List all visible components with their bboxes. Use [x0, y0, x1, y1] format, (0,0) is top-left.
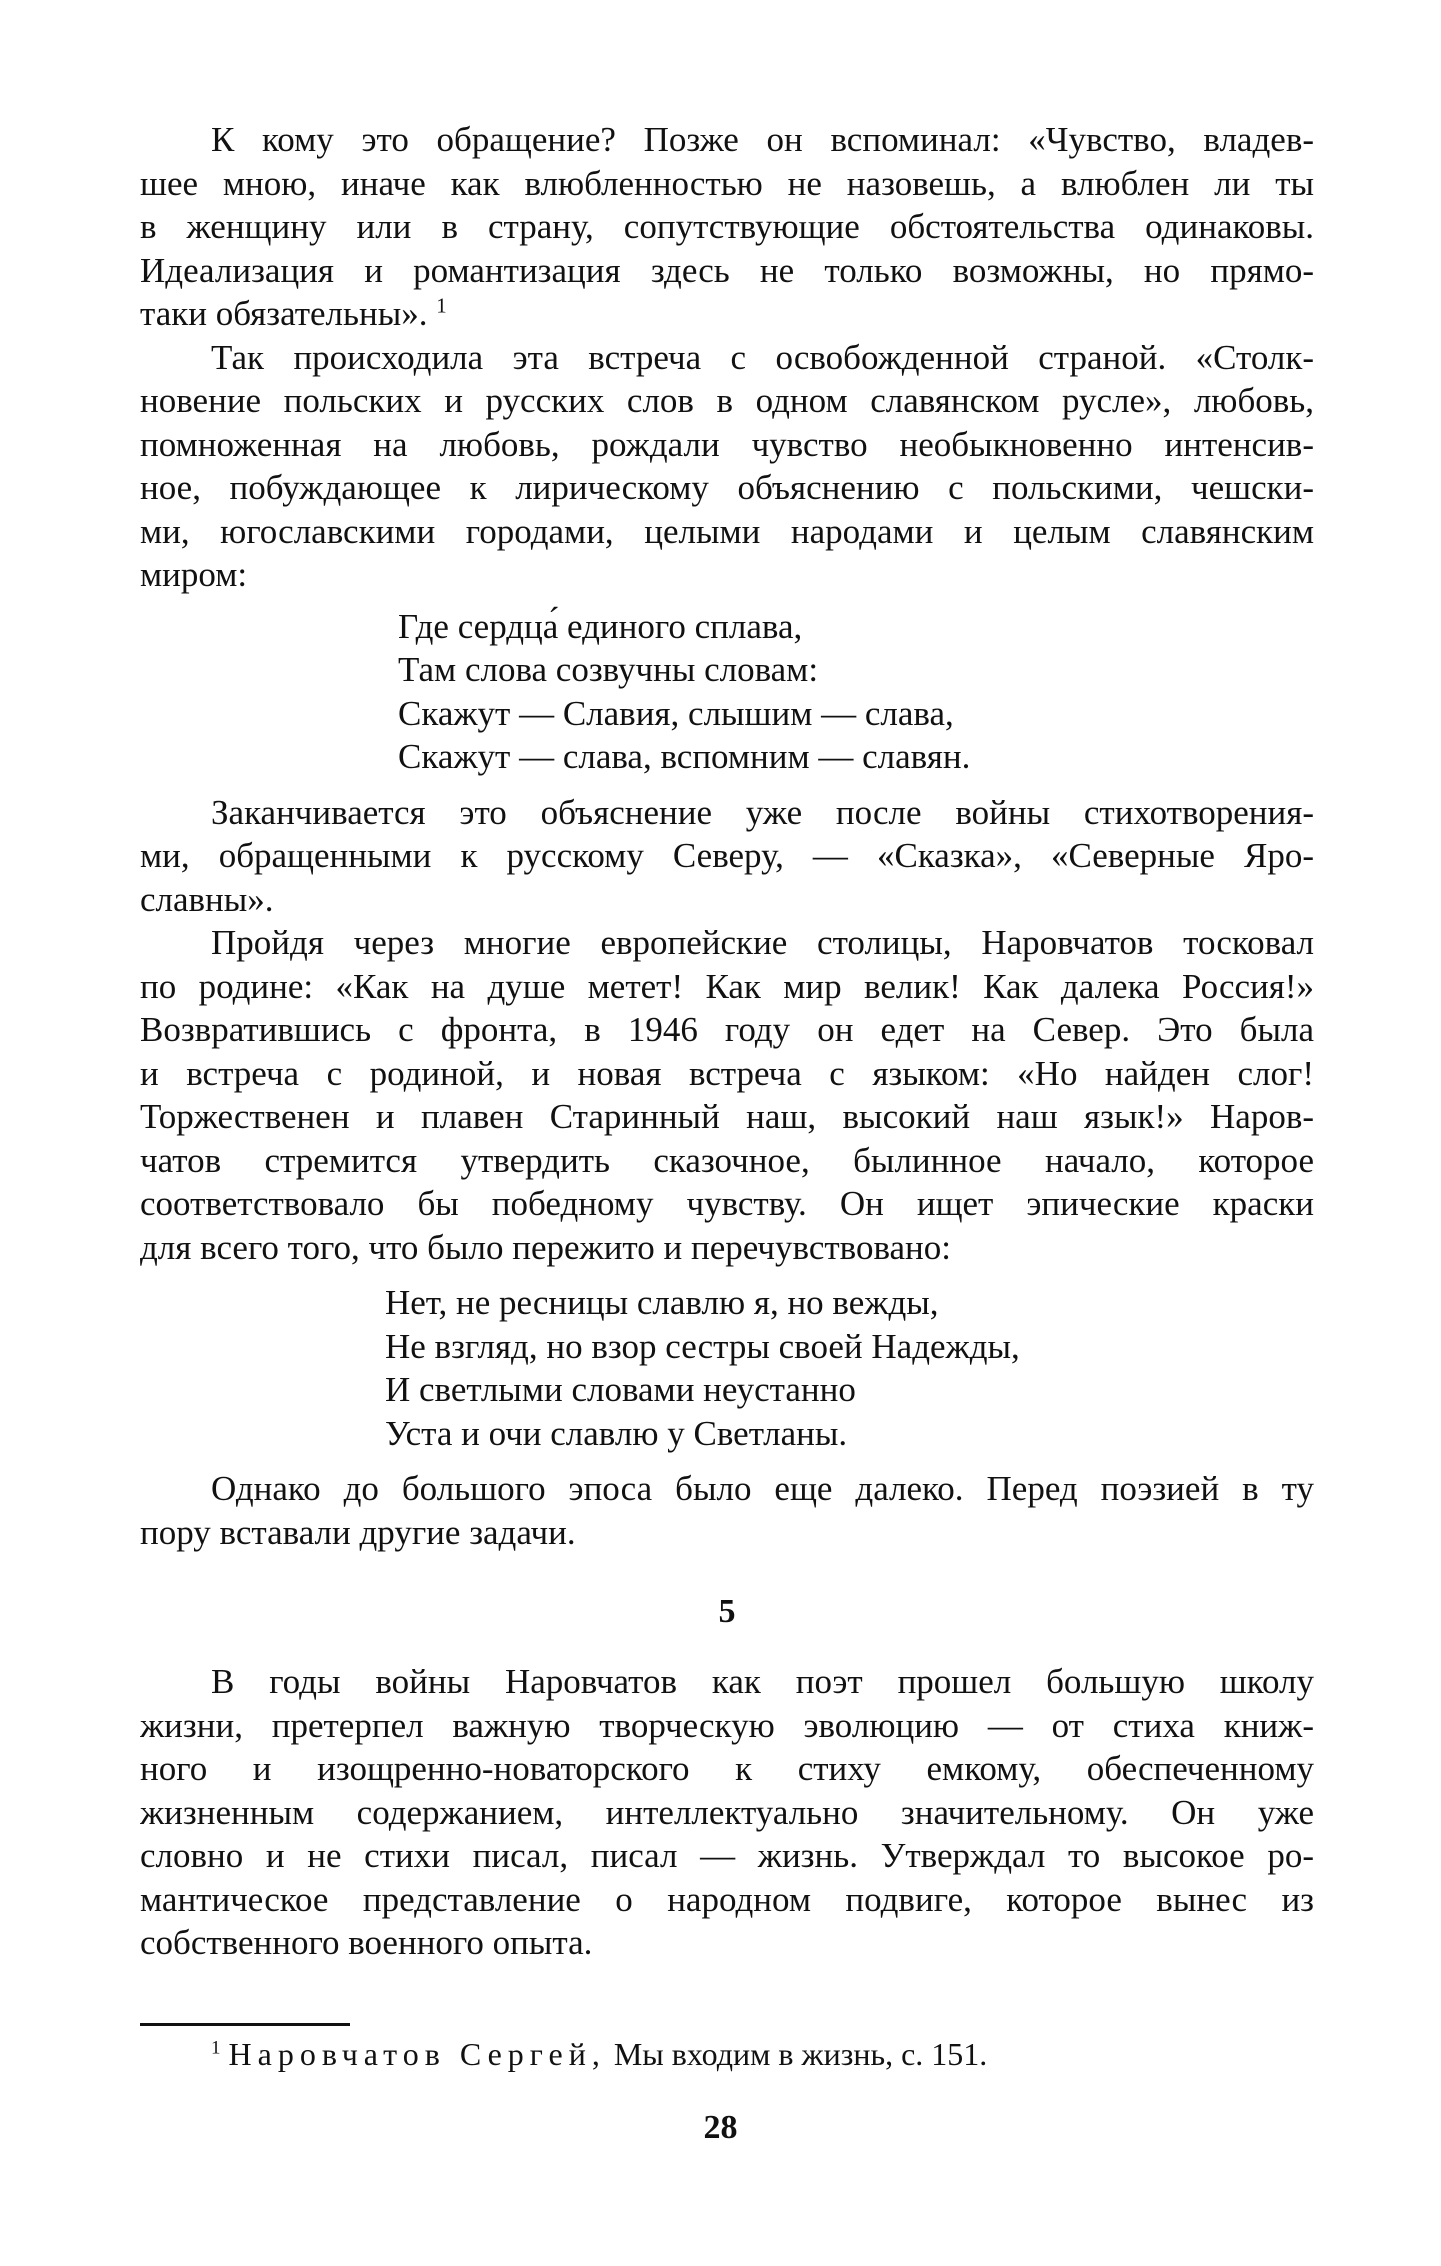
- footnote-author: Наровчатов Сергей,: [228, 2036, 606, 2072]
- text-line: жизненным содержанием, интеллектуально значительному. Он уже: [140, 1792, 1314, 1832]
- verse-line: Скажут — слава, вспомним — славян.: [398, 737, 971, 776]
- footnote-text: Мы входим в жизнь, с. 151.: [613, 2036, 988, 2072]
- paragraph-4: [140, 921, 1314, 1269]
- text-line: пору вставали другие задачи.: [140, 1512, 576, 1552]
- text-line: Возвратившись с фронта, в 1946 году он едет на Север. Это была: [140, 1010, 1314, 1049]
- verse-quote-2: [385, 1281, 1314, 1455]
- text-line: мантическое представление о народном подвиге, которое вынес из: [140, 1879, 1314, 1919]
- footnote: [211, 2034, 987, 2074]
- text-line: Пройдя через многие европейские столицы, Наровчатов тосковал: [211, 923, 1314, 962]
- verse-line: Там слова созвучны словам:: [398, 650, 819, 689]
- text-line: Торжественен и плавен Старинный наш, высокий наш язык!» Наров-: [140, 1097, 1314, 1136]
- text-line: славны».: [140, 879, 274, 919]
- text-line: К кому это обращение? Позже он вспоминал: «Чувство, владев-: [211, 120, 1314, 159]
- text-line: ми, обращенными к русскому Северу, — «Сказка», «Северные Яро-: [140, 836, 1314, 875]
- text-line: В годы войны Наровчатов как поэт прошел большую школу: [211, 1662, 1314, 1701]
- paragraph-5: [140, 1467, 1314, 1554]
- text-line: по родине: «Как на душе метет! Как мир велик! Как далека Россия!»: [140, 966, 1314, 1006]
- text-line: Заканчивается это объяснение уже после войны стихотворения-: [211, 792, 1314, 832]
- text-line: Так происходила эта встреча с освобожденной страной. «Столк-: [211, 337, 1314, 377]
- text-line: ное, побуждающее к лирическому объяснению с польскими, чешски-: [140, 468, 1314, 507]
- text-line: Идеализация и романтизация здесь не только возможны, но прямо-: [140, 250, 1314, 290]
- paragraph-2: [140, 336, 1314, 597]
- paragraph-3: [140, 791, 1314, 922]
- text-line: в женщину или в страну, сопутствующие обстоятельства одинаковы.: [140, 207, 1314, 246]
- footnote-marker: 1: [211, 2037, 221, 2059]
- verse-line: Где сердца́ единого сплава,: [398, 606, 803, 646]
- page-number: 28: [703, 2109, 738, 2146]
- text-line: ми, югославскими городами, целыми народами и целым славянским: [140, 511, 1314, 551]
- footnote-marker: 1: [436, 293, 447, 318]
- verse-quote-1: [398, 605, 1314, 779]
- page-body: [140, 118, 1314, 1965]
- footnote-divider: [140, 2023, 350, 2026]
- verse-line: И светлыми словами неустанно: [385, 1370, 856, 1409]
- verse-line: Скажут — Славия, слышим — слава,: [398, 693, 954, 733]
- text-line: помноженная на любовь, рождали чувство необыкновенно интенсив-: [140, 424, 1314, 464]
- verse-line: Не взгляд, но взор сестры своей Надежды,: [385, 1326, 1020, 1366]
- verse-line: Нет, не ресницы славлю я, но вежды,: [385, 1283, 939, 1322]
- text-line: собственного военного опыта.: [140, 1923, 593, 1962]
- paragraph-6: [140, 1660, 1314, 1965]
- text-line: ного и изощренно-новаторского к стиху емкому, обеспеченному: [140, 1749, 1314, 1788]
- verse-line: Уста и очи славлю у Светланы.: [385, 1413, 848, 1453]
- section-number: 5: [718, 1593, 736, 1630]
- text-line: новение польских и русских слов в одном славянском русле», любовь,: [140, 381, 1314, 420]
- text-line: чатов стремится утвердить сказочное, былинное начало, которое: [140, 1140, 1314, 1180]
- text-line-with-footnote: [140, 292, 1314, 336]
- text-line: соответствовало бы победному чувству. Он ищет эпические краски: [140, 1184, 1314, 1223]
- text-line: для всего того, что было пережито и перечувствовано:: [140, 1227, 952, 1267]
- text-line: и встреча с родиной, и новая встреча с языком: «Но найден слог!: [140, 1053, 1314, 1093]
- text-line: словно и не стихи писал, писал — жизнь. Утверждал то высокое ро-: [140, 1836, 1314, 1875]
- text-line: жизни, претерпел важную творческую эволюцию — от стиха книж-: [140, 1705, 1314, 1745]
- text-line: шее мною, иначе как влюбленностью не назовешь, а влюблен ли ты: [140, 163, 1314, 203]
- paragraph-1: [140, 118, 1314, 336]
- text-line: миром:: [140, 555, 248, 594]
- text-line: Однако до большого эпоса было еще далеко. Перед поэзией в ту: [211, 1469, 1314, 1508]
- text-line: таки обязательны».: [140, 294, 428, 333]
